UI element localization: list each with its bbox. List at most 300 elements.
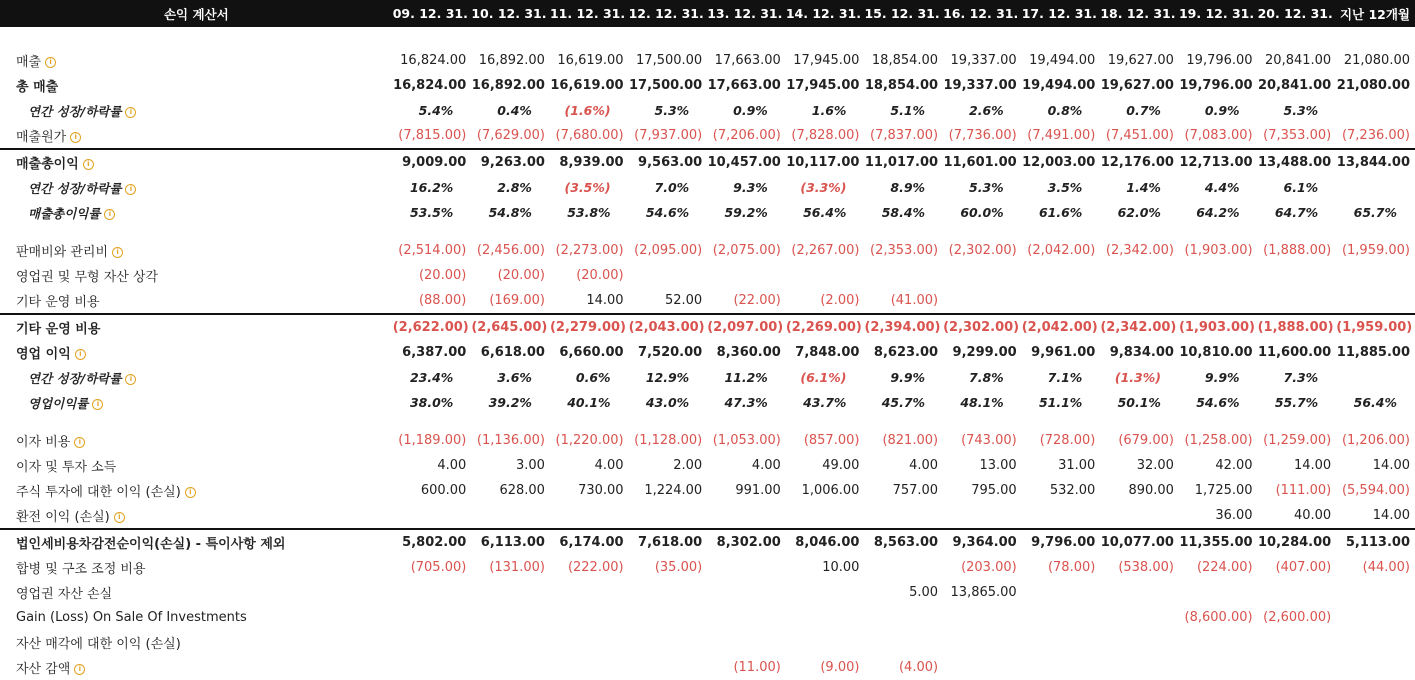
table-row <box>0 555 1415 580</box>
value-cell <box>1022 655 1101 680</box>
value-cell: 8.9% <box>890 180 926 195</box>
value-cell: 40.00 <box>1293 508 1332 523</box>
value-cell <box>1258 288 1337 314</box>
table-row <box>0 655 1415 680</box>
value-cell: 13.00 <box>979 458 1017 473</box>
value-cell: 2.6% <box>969 103 1004 118</box>
row-label-text: Gain (Loss) On Sale Of Investments <box>16 610 247 625</box>
value-cell: 1.4% <box>1126 180 1161 195</box>
value-cell: 17,663.00 <box>714 53 781 68</box>
table-row <box>0 238 1415 263</box>
header-row <box>0 0 1415 27</box>
info-icon[interactable]: i <box>74 664 85 675</box>
spacer-cell <box>0 415 1415 428</box>
value-cell: (679.00) <box>1118 433 1174 448</box>
info-icon[interactable]: i <box>75 349 86 360</box>
value-cell: 40.1% <box>567 395 611 410</box>
value-cell <box>471 580 550 605</box>
value-cell: 4.00 <box>909 458 939 473</box>
table-row <box>0 365 1415 390</box>
info-icon[interactable]: i <box>125 184 136 195</box>
value-cell: 32.00 <box>1136 458 1174 473</box>
value-cell: (78.00) <box>1047 560 1096 575</box>
value-cell <box>1336 630 1415 655</box>
value-cell: (6.1%) <box>800 370 847 385</box>
row-label-text: 매출총이익률 <box>28 205 101 221</box>
value-cell <box>550 655 629 680</box>
value-cell: 4.00 <box>437 458 467 473</box>
row-label-text: 합병 및 구조 조정 비용 <box>16 562 146 577</box>
value-cell: (2,075.00) <box>712 243 781 258</box>
value-cell: 7,848.00 <box>795 345 860 360</box>
value-cell: 0.4% <box>497 103 532 118</box>
value-cell <box>1336 263 1415 288</box>
value-cell: 7.3% <box>1283 370 1319 385</box>
info-icon[interactable]: i <box>185 487 196 498</box>
value-cell: (1,220.00) <box>555 433 624 448</box>
value-cell <box>1022 503 1101 529</box>
value-cell: 53.5% <box>409 205 454 220</box>
row-label <box>0 605 393 630</box>
value-cell: 17,500.00 <box>629 78 703 93</box>
value-cell <box>1100 580 1179 605</box>
value-cell: (7,828.00) <box>791 128 860 143</box>
value-cell: (705.00) <box>410 560 467 575</box>
value-cell: 14.00 <box>1293 458 1332 473</box>
value-cell: (2,279.00) <box>550 314 629 340</box>
value-cell: (2,394.00) <box>864 314 943 340</box>
value-cell: 64.2% <box>1196 205 1240 220</box>
value-cell <box>786 580 865 605</box>
value-cell: 5,113.00 <box>1336 529 1415 555</box>
value-cell: (1,053.00) <box>712 433 781 448</box>
value-cell: 890.00 <box>1128 483 1174 498</box>
value-cell <box>864 555 943 580</box>
spacer-cell <box>0 225 1415 238</box>
value-cell: 9,009.00 <box>393 149 472 175</box>
table-row <box>0 149 1415 175</box>
value-cell: 9,961.00 <box>1031 345 1096 360</box>
value-cell <box>1336 288 1415 314</box>
value-cell: (224.00) <box>1196 560 1253 575</box>
value-cell: 6,660.00 <box>559 345 624 360</box>
value-cell: 1,224.00 <box>644 483 703 498</box>
value-cell: 7,618.00 <box>629 529 708 555</box>
value-cell: (7,680.00) <box>555 128 624 143</box>
value-cell: 9.3% <box>733 180 768 195</box>
value-cell <box>786 605 865 630</box>
value-cell <box>550 605 629 630</box>
value-cell: 17,945.00 <box>786 78 860 93</box>
value-cell: 52.00 <box>664 293 703 308</box>
value-cell: (7,937.00) <box>634 128 703 143</box>
value-cell: 628.00 <box>499 483 545 498</box>
value-cell <box>1336 580 1415 605</box>
value-cell <box>864 605 943 630</box>
info-icon[interactable]: i <box>83 159 94 170</box>
row-label <box>0 238 393 263</box>
value-cell <box>550 630 629 655</box>
value-cell <box>629 580 708 605</box>
value-cell: 19,337.00 <box>943 78 1017 93</box>
value-cell: 58.4% <box>881 205 926 220</box>
value-cell: (1,959.00) <box>1336 314 1415 340</box>
info-icon[interactable]: i <box>92 399 103 410</box>
row-label-text: 매출총이익 <box>16 157 79 172</box>
info-icon[interactable]: i <box>125 107 136 118</box>
value-cell: (1.6%) <box>564 103 611 118</box>
value-cell: 7,520.00 <box>638 345 703 360</box>
value-cell <box>1179 655 1258 680</box>
value-cell <box>943 655 1022 680</box>
value-cell: (2,600.00) <box>1263 610 1332 625</box>
value-cell: (20.00) <box>497 268 545 283</box>
value-cell <box>1258 630 1337 655</box>
value-cell: 9,834.00 <box>1109 345 1174 360</box>
value-cell <box>1100 655 1179 680</box>
value-cell: 43.0% <box>645 395 690 410</box>
table-row <box>0 529 1415 555</box>
value-cell <box>1022 630 1101 655</box>
value-cell: 11,017.00 <box>864 149 943 175</box>
row-label-text: 자산 감액 <box>16 662 71 677</box>
value-cell: 10.00 <box>822 560 860 575</box>
value-cell: (2,645.00) <box>471 314 550 340</box>
value-cell: (2,095.00) <box>634 243 703 258</box>
value-cell: (1,903.00) <box>1184 243 1253 258</box>
value-cell: 4.00 <box>751 458 781 473</box>
value-cell: (44.00) <box>1362 560 1410 575</box>
column-header[interactable]: 지난 12개월 <box>1336 0 1415 27</box>
row-label <box>0 630 393 655</box>
row-label <box>0 555 393 580</box>
value-cell: 6,174.00 <box>550 529 629 555</box>
table-row <box>0 288 1415 314</box>
value-cell <box>864 263 943 288</box>
value-cell <box>1179 580 1258 605</box>
value-cell: (2,353.00) <box>870 243 939 258</box>
value-cell: (407.00) <box>1275 560 1332 575</box>
table-row <box>0 73 1415 98</box>
info-icon[interactable]: i <box>125 374 136 385</box>
value-cell: 0.7% <box>1126 103 1161 118</box>
row-label <box>0 73 393 98</box>
value-cell: 31.00 <box>1058 458 1096 473</box>
value-cell <box>1100 503 1179 529</box>
value-cell <box>864 503 943 529</box>
value-cell: (2,042.00) <box>1027 243 1096 258</box>
value-cell: (1,128.00) <box>634 433 703 448</box>
value-cell <box>1258 580 1337 605</box>
row-label <box>0 478 393 503</box>
value-cell: 21,080.00 <box>1343 53 1410 68</box>
value-cell: 14.00 <box>1372 458 1410 473</box>
value-cell: 7.8% <box>969 370 1004 385</box>
value-cell: 991.00 <box>735 483 781 498</box>
row-label <box>0 655 393 680</box>
value-cell: 7.0% <box>654 180 690 195</box>
value-cell: 4.00 <box>594 458 624 473</box>
info-icon[interactable]: i <box>112 247 123 258</box>
value-cell: 18,854.00 <box>864 78 939 93</box>
value-cell: 59.2% <box>724 205 768 220</box>
value-cell: 38.0% <box>409 395 454 410</box>
value-cell: (7,837.00) <box>870 128 939 143</box>
value-cell: 48.1% <box>960 395 1004 410</box>
value-cell: 23.4% <box>409 370 454 385</box>
value-cell: (8,600.00) <box>1184 610 1253 625</box>
value-cell: 1.6% <box>811 103 847 118</box>
value-cell: 21,080.00 <box>1336 78 1410 93</box>
value-cell <box>1258 655 1337 680</box>
column-header[interactable]: 10. 12. 31. <box>471 0 550 27</box>
value-cell: 8,563.00 <box>864 529 943 555</box>
row-label-text: 기타 운영 비용 <box>16 322 101 337</box>
value-cell: (7,736.00) <box>948 128 1017 143</box>
row-label <box>0 288 393 314</box>
spacer-row <box>0 415 1415 428</box>
value-cell: 4.4% <box>1204 180 1240 195</box>
value-cell <box>1336 655 1415 680</box>
column-header[interactable]: 17. 12. 31. <box>1022 0 1101 27</box>
value-cell <box>1022 263 1101 288</box>
value-cell: 11,601.00 <box>943 149 1022 175</box>
value-cell: 1,725.00 <box>1194 483 1253 498</box>
row-label <box>0 529 393 555</box>
row-label-text: 판매비와 관리비 <box>16 245 109 260</box>
column-header[interactable]: 19. 12. 31. <box>1179 0 1258 27</box>
value-cell <box>629 503 708 529</box>
row-label-text: 영업권 자산 손실 <box>16 587 113 602</box>
column-header[interactable]: 09. 12. 31. <box>393 0 472 27</box>
column-header[interactable]: 16. 12. 31. <box>943 0 1022 27</box>
column-header[interactable]: 18. 12. 31. <box>1100 0 1179 27</box>
value-cell: 6,113.00 <box>471 529 550 555</box>
value-cell: 60.0% <box>960 205 1004 220</box>
value-cell <box>629 605 708 630</box>
value-cell: 8,360.00 <box>716 345 781 360</box>
value-cell: (20.00) <box>576 268 624 283</box>
value-cell: (169.00) <box>489 293 545 308</box>
value-cell: 65.7% <box>1353 205 1397 220</box>
value-cell: 61.6% <box>1038 205 1083 220</box>
value-cell: 19,796.00 <box>1186 53 1253 68</box>
column-header[interactable]: 14. 12. 31. <box>786 0 865 27</box>
value-cell: 20,841.00 <box>1265 53 1332 68</box>
value-cell: 730.00 <box>578 483 624 498</box>
row-label-text: 연간 성장/하락률 <box>28 180 122 196</box>
value-cell <box>1179 288 1258 314</box>
value-cell: (2,097.00) <box>707 314 786 340</box>
value-cell <box>943 503 1022 529</box>
value-cell: (2,267.00) <box>791 243 860 258</box>
value-cell: 5.3% <box>969 180 1004 195</box>
value-cell: 53.8% <box>567 205 611 220</box>
value-cell: (1,136.00) <box>476 433 545 448</box>
value-cell: 56.4% <box>1353 395 1397 410</box>
row-label <box>0 453 393 478</box>
value-cell: (2,273.00) <box>555 243 624 258</box>
value-cell: (2,342.00) <box>1105 243 1174 258</box>
value-cell: 19,796.00 <box>1179 78 1253 93</box>
column-header[interactable]: 13. 12. 31. <box>707 0 786 27</box>
value-cell <box>786 263 865 288</box>
value-cell: 36.00 <box>1215 508 1253 523</box>
value-cell <box>1336 175 1415 200</box>
value-cell: (743.00) <box>961 433 1017 448</box>
value-cell: 0.6% <box>575 370 611 385</box>
value-cell <box>1022 605 1101 630</box>
value-cell <box>943 605 1022 630</box>
value-cell: 8,939.00 <box>550 149 629 175</box>
value-cell: 6,618.00 <box>480 345 545 360</box>
value-cell: 9.9% <box>1204 370 1240 385</box>
value-cell: (7,451.00) <box>1105 128 1174 143</box>
value-cell: (5,594.00) <box>1341 483 1410 498</box>
row-label <box>0 123 393 149</box>
value-cell: (4.00) <box>898 660 939 675</box>
value-cell: 39.2% <box>488 395 532 410</box>
value-cell: 10,077.00 <box>1100 529 1179 555</box>
value-cell: 7.1% <box>1047 370 1083 385</box>
value-cell: (1,258.00) <box>1184 433 1253 448</box>
value-cell <box>943 630 1022 655</box>
value-cell: 16.2% <box>409 180 454 195</box>
value-cell: 12.9% <box>645 370 690 385</box>
value-cell: (2,042.00) <box>1022 314 1101 340</box>
value-cell <box>786 503 865 529</box>
info-icon[interactable]: i <box>104 209 115 220</box>
value-cell: (9.00) <box>820 660 860 675</box>
row-label <box>0 175 393 200</box>
value-cell: 5.4% <box>418 103 454 118</box>
value-cell <box>550 580 629 605</box>
table-row <box>0 580 1415 605</box>
table-row <box>0 263 1415 288</box>
value-cell: 11,885.00 <box>1336 345 1410 360</box>
value-cell: (1.3%) <box>1114 370 1161 385</box>
row-label-text: 연간 성장/하락률 <box>28 370 122 386</box>
value-cell <box>943 288 1022 314</box>
value-cell: 43.7% <box>803 395 847 410</box>
value-cell: 19,337.00 <box>950 53 1017 68</box>
value-cell <box>707 503 786 529</box>
value-cell: (131.00) <box>489 560 545 575</box>
value-cell: (2,269.00) <box>786 314 865 340</box>
value-cell: (2.00) <box>820 293 860 308</box>
value-cell: 8,623.00 <box>873 345 939 360</box>
value-cell <box>707 605 786 630</box>
value-cell: 6.1% <box>1283 180 1319 195</box>
column-header[interactable]: 11. 12. 31. <box>550 0 629 27</box>
info-icon[interactable]: i <box>114 512 125 523</box>
value-cell <box>471 503 550 529</box>
value-cell: 55.7% <box>1274 395 1319 410</box>
info-icon[interactable]: i <box>74 437 85 448</box>
value-cell: 0.9% <box>733 103 768 118</box>
value-cell <box>393 605 472 630</box>
column-header[interactable]: 15. 12. 31. <box>864 0 943 27</box>
value-cell: 16,892.00 <box>478 53 545 68</box>
value-cell: 5.3% <box>654 103 690 118</box>
value-cell: 11,355.00 <box>1179 529 1258 555</box>
value-cell: (7,491.00) <box>1027 128 1096 143</box>
row-label-text: 영업이익률 <box>28 395 89 411</box>
value-cell: 14.00 <box>586 293 624 308</box>
value-cell: 11,600.00 <box>1258 345 1332 360</box>
value-cell <box>707 555 786 580</box>
value-cell <box>393 503 472 529</box>
value-cell: (2,302.00) <box>948 243 1017 258</box>
table-body <box>0 27 1415 680</box>
value-cell: 9,263.00 <box>471 149 550 175</box>
value-cell: 9,563.00 <box>629 149 708 175</box>
row-label <box>0 580 393 605</box>
value-cell: (7,236.00) <box>1341 128 1410 143</box>
value-cell: (203.00) <box>961 560 1017 575</box>
info-icon[interactable]: i <box>70 132 81 143</box>
value-cell: 600.00 <box>420 483 467 498</box>
value-cell <box>1100 263 1179 288</box>
table-row <box>0 48 1415 73</box>
value-cell: (857.00) <box>803 433 860 448</box>
value-cell: (35.00) <box>654 560 703 575</box>
info-icon[interactable]: i <box>45 57 56 68</box>
value-cell: (821.00) <box>882 433 939 448</box>
row-label <box>0 390 393 415</box>
value-cell: 54.6% <box>1196 395 1240 410</box>
column-header[interactable]: 12. 12. 31. <box>629 0 708 27</box>
value-cell: 16,824.00 <box>400 53 467 68</box>
value-cell <box>1022 580 1101 605</box>
row-label-text: 총 매출 <box>16 80 59 95</box>
table-row <box>0 175 1415 200</box>
row-label-text: 매출원가 <box>16 130 67 145</box>
value-cell: 54.8% <box>488 205 532 220</box>
row-label <box>0 340 393 365</box>
value-cell: 13,488.00 <box>1258 149 1337 175</box>
value-cell: 5,802.00 <box>393 529 472 555</box>
value-cell: 62.0% <box>1117 205 1161 220</box>
table-row <box>0 428 1415 453</box>
value-cell: (1,206.00) <box>1341 433 1410 448</box>
value-cell: 5.1% <box>890 103 926 118</box>
value-cell: (728.00) <box>1039 433 1096 448</box>
value-cell: 795.00 <box>971 483 1017 498</box>
value-cell: 56.4% <box>803 205 847 220</box>
value-cell: 9.9% <box>890 370 926 385</box>
value-cell: 9,299.00 <box>952 345 1017 360</box>
spacer-row <box>0 27 1415 48</box>
value-cell: 5.3% <box>1283 103 1319 118</box>
value-cell: 17,500.00 <box>636 53 703 68</box>
table-row <box>0 478 1415 503</box>
value-cell <box>707 580 786 605</box>
value-cell <box>629 263 708 288</box>
value-cell: 0.8% <box>1047 103 1083 118</box>
value-cell: (1,959.00) <box>1341 243 1410 258</box>
row-label <box>0 365 393 390</box>
value-cell <box>1336 98 1415 123</box>
value-cell: 8,302.00 <box>707 529 786 555</box>
value-cell <box>629 655 708 680</box>
value-cell <box>1100 605 1179 630</box>
value-cell: 2.00 <box>673 458 703 473</box>
row-label-text: 이자 및 투자 소득 <box>16 460 117 475</box>
value-cell <box>864 630 943 655</box>
value-cell <box>471 605 550 630</box>
column-header[interactable]: 20. 12. 31. <box>1258 0 1337 27</box>
